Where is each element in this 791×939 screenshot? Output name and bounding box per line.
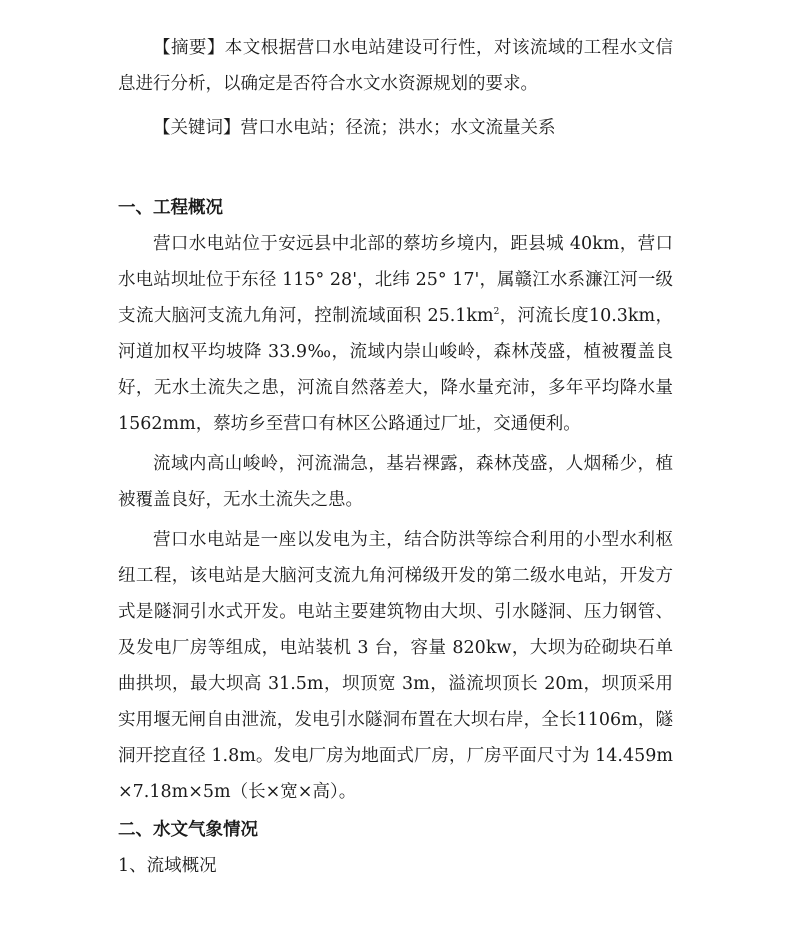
- area-unit-superscript: 2: [493, 307, 500, 318]
- section-1-paragraph-2: 流域内高山峻岭，河流湍急，基岩裸露，森林茂盛，人烟稀少，植被覆盖良好，无水土流失之患。: [118, 454, 673, 510]
- abstract-label: 【摘要】: [153, 38, 225, 58]
- section-2-heading: 二、水文气象情况: [118, 820, 258, 840]
- section-1-paragraph-1: [118, 226, 673, 442]
- keywords-text: 营口水电站；径流；洪水；水文流量关系: [240, 118, 556, 138]
- paragraph-1-text-a: 营口水电站位于安远县中北部的蔡坊乡境内，距县城 40km，营口水电站坝址位于东径 115° 28'，北纬 25° 17'，属赣江水系濂江河一级支流大脑河支流九角河，控制流域面积 25.1km: [118, 234, 673, 326]
- subsection-2-1-heading: 1、流域概况: [118, 856, 217, 876]
- section-1-heading: 一、工程概况: [118, 198, 223, 218]
- abstract-text: 本文根据营口水电站建设可行性，对该流域的工程水文信息进行分析，以确定是否符合水文水资源规划的要求。: [118, 38, 674, 94]
- paragraph-1-text-b: ，河流长度10.3km，河道加权平均坡降 33.9‰，流域内崇山峻岭，森林茂盛，植被覆盖良好，无水土流失之患，河流自然落差大，降水量充沛，多年平均降水量 1562mm，蔡坊乡至营口有林区公路通过厂址，交通便利。: [118, 306, 673, 434]
- keywords-label: 【关键词】: [153, 118, 241, 138]
- abstract-paragraph: [118, 30, 673, 102]
- keywords-paragraph: [118, 110, 673, 146]
- section-1-paragraph-3: 营口水电站是一座以发电为主，结合防洪等综合利用的小型水利枢纽工程，该电站是大脑河支流九角河梯级开发的第二级水电站，开发方式是隧洞引水式开发。电站主要建筑物由大坝、引水隧洞、压力钢管、及发电厂房等组成，电站装机 3 台，容量 820kw，大坝为砼砌块石单曲拱坝，最大坝高 31.5m，坝顶宽 3m，溢流坝顶长 20m，坝顶采用实用堰无闸自由泄流，发电引水隧洞布置在大坝右岸，全长1106m，隧洞开挖直径 1.8m。发电厂房为地面式厂房，厂房平面尺寸为 14.459m×7.18m×5m（长×宽×高）。: [118, 530, 673, 802]
